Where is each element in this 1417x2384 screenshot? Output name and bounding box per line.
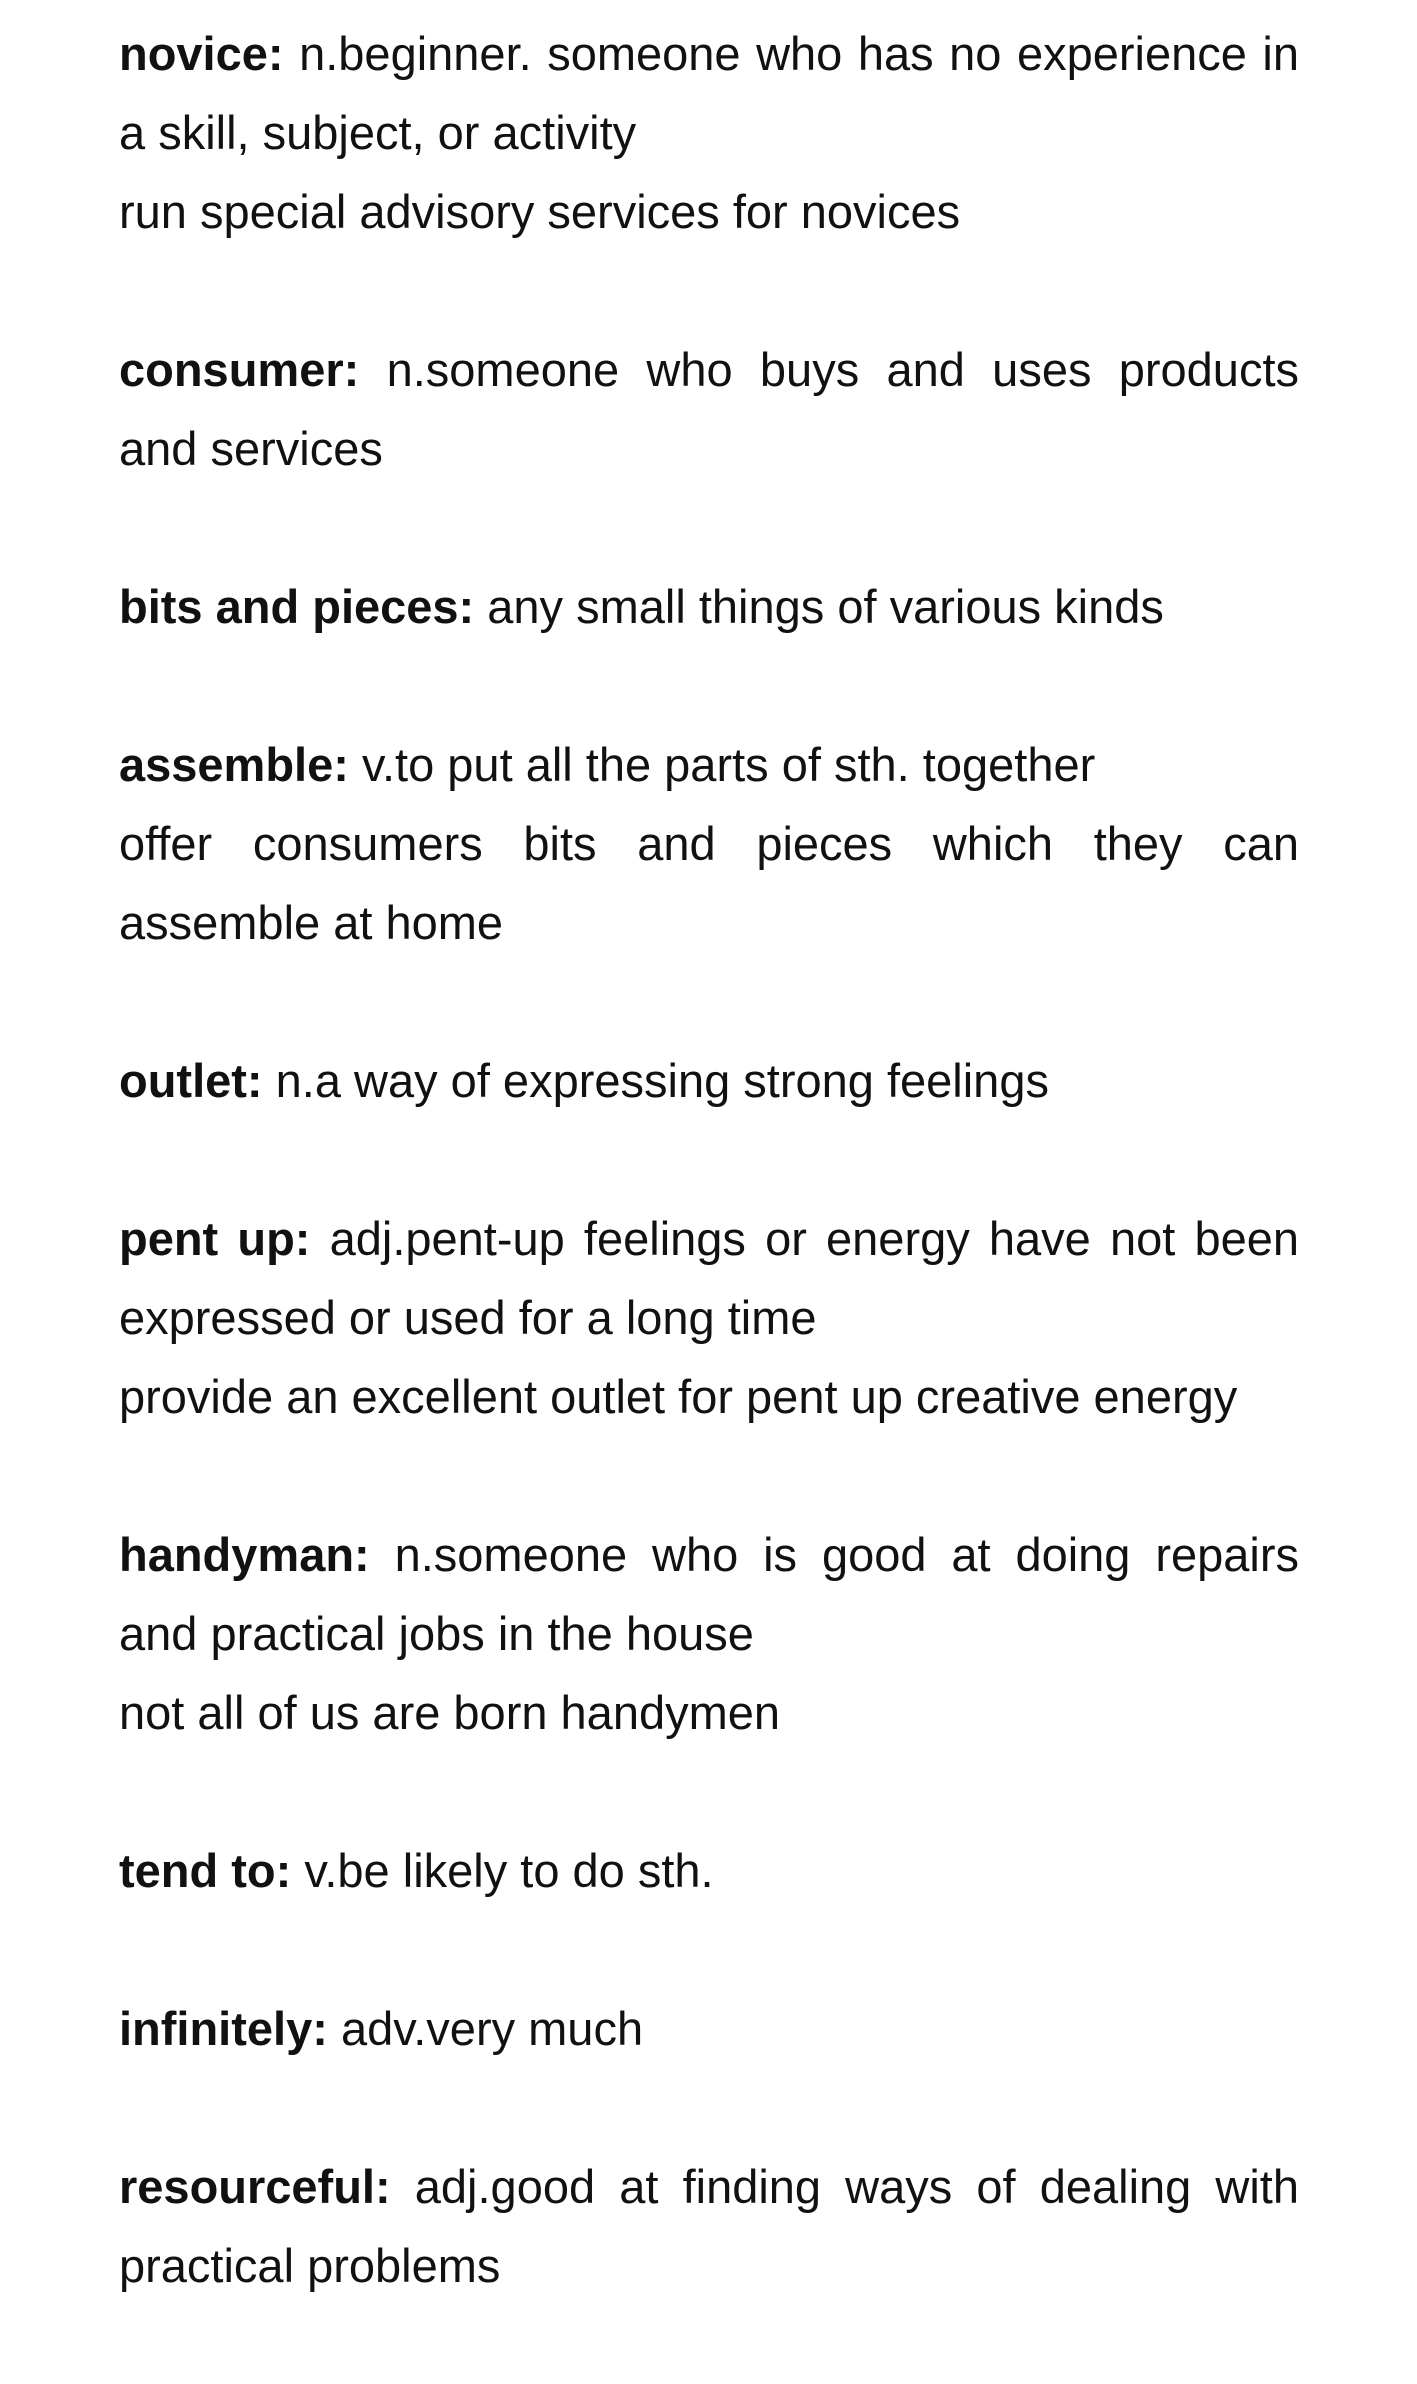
definition-line xyxy=(119,330,1299,488)
vocab-term: handyman: xyxy=(119,1528,370,1581)
vocab-entry-resourceful xyxy=(119,2147,1299,2305)
vocab-definition: v.to put all the parts of sth. together xyxy=(361,738,1096,791)
vocab-entry-outlet xyxy=(119,1041,1299,1120)
definition-line xyxy=(119,567,1299,646)
definition-line xyxy=(119,1515,1299,1673)
definition-line xyxy=(119,1989,1299,2068)
vocab-definition: adj.good at finding ways of dealing with practical problems xyxy=(119,2160,1300,2292)
vocab-term: novice: xyxy=(119,27,284,80)
vocab-definition: any small things of various kinds xyxy=(487,580,1164,633)
definition-line xyxy=(119,2147,1299,2305)
definition-line xyxy=(119,1199,1299,1357)
vocab-term: assemble: xyxy=(119,738,349,791)
definition-line xyxy=(119,1041,1299,1120)
vocab-entry-consumer xyxy=(119,330,1299,488)
vocab-definition: n.someone who buys and uses products and services xyxy=(119,343,1300,475)
vocab-definition: n.beginner. someone who has no experience in a skill, subject, or activity xyxy=(119,27,1300,159)
vocab-example: not all of us are born handymen xyxy=(119,1686,781,1739)
vocab-term: resourceful: xyxy=(119,2160,391,2213)
vocab-term: bits and pieces: xyxy=(119,580,475,633)
definition-line xyxy=(119,725,1299,804)
vocab-definition: n.a way of expressing strong feelings xyxy=(275,1054,1049,1107)
vocab-entry-assemble xyxy=(119,725,1299,962)
vocab-term: consumer: xyxy=(119,343,360,396)
vocab-entry-infinitely xyxy=(119,1989,1299,2068)
vocab-term: pent up: xyxy=(119,1212,311,1265)
vocab-term: infinitely: xyxy=(119,2002,328,2055)
vocab-example: provide an excellent outlet for pent up creative energy xyxy=(119,1370,1238,1423)
definition-line xyxy=(119,1831,1299,1910)
vocab-definition: n.someone who is good at doing repairs and practical jobs in the house xyxy=(119,1528,1299,1660)
vocab-definition: adj.pent-up feelings or energy have not been expressed or used for a long time xyxy=(119,1212,1299,1344)
vocab-entry-pent-up xyxy=(119,1199,1299,1436)
vocab-entry-tend-to xyxy=(119,1831,1299,1910)
vocab-example: run special advisory services for novices xyxy=(119,185,961,238)
vocabulary-list xyxy=(119,14,1299,2384)
vocab-entry-novice xyxy=(119,14,1299,251)
vocab-term: tend to: xyxy=(119,1844,292,1897)
vocab-example: offer consumers bits and pieces which they can assemble at home xyxy=(119,817,1299,949)
definition-line xyxy=(119,14,1299,172)
vocab-entry-bits-and-pieces xyxy=(119,567,1299,646)
vocab-definition: v.be likely to do sth. xyxy=(304,1844,714,1897)
vocab-entry-handyman xyxy=(119,1515,1299,1752)
vocab-definition: adv.very much xyxy=(340,2002,644,2055)
vocab-term: outlet: xyxy=(119,1054,263,1107)
